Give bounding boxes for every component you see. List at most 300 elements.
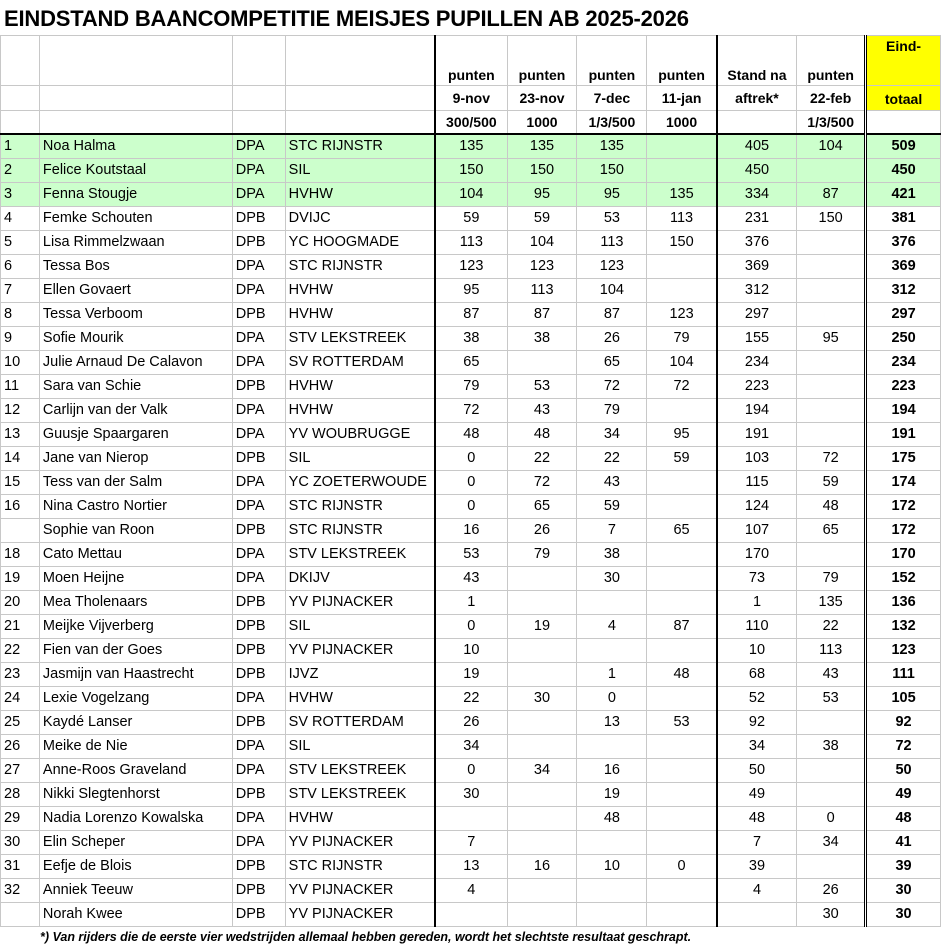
points-11jan-cell: 48 <box>647 663 717 687</box>
rider-name-cell: Elin Scheper <box>39 831 232 855</box>
points-22feb-cell: 48 <box>797 495 866 519</box>
header-points: 1000 <box>647 111 717 135</box>
rank-cell: 9 <box>1 327 40 351</box>
points-7dec-cell: 87 <box>577 303 647 327</box>
points-9nov-cell: 30 <box>435 783 507 807</box>
category-cell: DPA <box>232 279 285 303</box>
points-11jan-cell: 150 <box>647 231 717 255</box>
points-23nov-cell: 30 <box>507 687 577 711</box>
points-7dec-cell: 4 <box>577 615 647 639</box>
stand-after-deduction-cell: 49 <box>717 783 797 807</box>
points-11jan-cell <box>647 543 717 567</box>
points-7dec-cell: 0 <box>577 687 647 711</box>
points-11jan-cell: 87 <box>647 615 717 639</box>
points-11jan-cell: 65 <box>647 519 717 543</box>
rank-cell: 27 <box>1 759 40 783</box>
rider-name-cell: Noa Halma <box>39 134 232 159</box>
points-23nov-cell: 43 <box>507 399 577 423</box>
points-9nov-cell: 10 <box>435 639 507 663</box>
points-11jan-cell <box>647 159 717 183</box>
points-22feb-cell: 135 <box>797 591 866 615</box>
header-blank <box>1 86 40 111</box>
points-11jan-cell <box>647 591 717 615</box>
rider-name-cell: Jasmijn van Haastrecht <box>39 663 232 687</box>
points-9nov-cell: 104 <box>435 183 507 207</box>
stand-after-deduction-cell: 334 <box>717 183 797 207</box>
club-cell: STV LEKSTREEK <box>285 783 435 807</box>
points-22feb-cell <box>797 543 866 567</box>
points-7dec-cell <box>577 591 647 615</box>
points-23nov-cell: 72 <box>507 471 577 495</box>
points-9nov-cell: 135 <box>435 134 507 159</box>
category-cell: DPA <box>232 471 285 495</box>
rank-cell: 10 <box>1 351 40 375</box>
final-total-cell: 450 <box>866 159 941 183</box>
stand-after-deduction-cell: 124 <box>717 495 797 519</box>
points-22feb-cell: 53 <box>797 687 866 711</box>
club-cell: YC HOOGMADE <box>285 231 435 255</box>
table-row <box>1 903 941 927</box>
table-row <box>1 615 941 639</box>
rider-name-cell: Jane van Nierop <box>39 447 232 471</box>
club-cell: HVHW <box>285 687 435 711</box>
final-total-cell: 376 <box>866 231 941 255</box>
points-9nov-cell: 4 <box>435 879 507 903</box>
category-cell: DPB <box>232 447 285 471</box>
final-total-cell: 312 <box>866 279 941 303</box>
table-row <box>1 711 941 735</box>
stand-after-deduction-cell: 369 <box>717 255 797 279</box>
table-row <box>1 207 941 231</box>
points-23nov-cell: 26 <box>507 519 577 543</box>
footnote: *) Van rijders die de eerste vier wedstrijden allemaal hebben gereden, wordt het slechtste resultaat geschrapt. <box>40 930 692 944</box>
final-total-cell: 194 <box>866 399 941 423</box>
points-9nov-cell: 7 <box>435 831 507 855</box>
final-total-cell: 381 <box>866 207 941 231</box>
category-cell: DPB <box>232 855 285 879</box>
points-23nov-cell <box>507 591 577 615</box>
category-cell: DPA <box>232 567 285 591</box>
table-row <box>1 855 941 879</box>
points-11jan-cell: 79 <box>647 327 717 351</box>
club-cell: SV ROTTERDAM <box>285 351 435 375</box>
points-23nov-cell: 104 <box>507 231 577 255</box>
points-9nov-cell: 0 <box>435 759 507 783</box>
points-22feb-cell: 0 <box>797 807 866 831</box>
points-23nov-cell <box>507 903 577 927</box>
club-cell: SIL <box>285 615 435 639</box>
points-23nov-cell: 150 <box>507 159 577 183</box>
table-row <box>1 134 941 159</box>
points-23nov-cell: 59 <box>507 207 577 231</box>
rank-cell: 26 <box>1 735 40 759</box>
points-23nov-cell <box>507 735 577 759</box>
header-cell: punten <box>647 36 717 86</box>
rider-name-cell: Sophie van Roon <box>39 519 232 543</box>
points-22feb-cell: 104 <box>797 134 866 159</box>
table-row <box>1 687 941 711</box>
header-cell: punten <box>797 36 866 86</box>
points-9nov-cell: 79 <box>435 375 507 399</box>
points-7dec-cell: 26 <box>577 327 647 351</box>
points-9nov-cell: 1 <box>435 591 507 615</box>
table-row <box>1 543 941 567</box>
rider-name-cell: Tess van der Salm <box>39 471 232 495</box>
category-cell: DPA <box>232 735 285 759</box>
points-22feb-cell: 38 <box>797 735 866 759</box>
header-date: aftrek* <box>717 86 797 111</box>
rider-name-cell: Fenna Stougje <box>39 183 232 207</box>
rider-name-cell: Carlijn van der Valk <box>39 399 232 423</box>
final-total-cell: 175 <box>866 447 941 471</box>
stand-after-deduction-cell: 7 <box>717 831 797 855</box>
points-9nov-cell <box>435 807 507 831</box>
points-9nov-cell: 0 <box>435 447 507 471</box>
header-blank <box>285 36 435 86</box>
points-22feb-cell: 113 <box>797 639 866 663</box>
points-11jan-cell <box>647 783 717 807</box>
points-9nov-cell <box>435 903 507 927</box>
points-7dec-cell: 22 <box>577 447 647 471</box>
stand-after-deduction-cell: 312 <box>717 279 797 303</box>
rider-name-cell: Kaydé Lanser <box>39 711 232 735</box>
category-cell: DPB <box>232 375 285 399</box>
table-row <box>1 351 941 375</box>
rank-cell: 23 <box>1 663 40 687</box>
rank-cell: 2 <box>1 159 40 183</box>
category-cell: DPA <box>232 495 285 519</box>
points-7dec-cell <box>577 735 647 759</box>
category-cell: DPA <box>232 351 285 375</box>
points-11jan-cell <box>647 687 717 711</box>
points-9nov-cell: 0 <box>435 471 507 495</box>
points-22feb-cell: 30 <box>797 903 866 927</box>
header-date: 9-nov <box>435 86 507 111</box>
club-cell: HVHW <box>285 807 435 831</box>
rider-name-cell: Tessa Verboom <box>39 303 232 327</box>
header-blank <box>232 111 285 135</box>
rank-cell: 21 <box>1 615 40 639</box>
table-row <box>1 567 941 591</box>
points-11jan-cell: 123 <box>647 303 717 327</box>
points-9nov-cell: 48 <box>435 423 507 447</box>
category-cell: DPB <box>232 903 285 927</box>
points-22feb-cell: 43 <box>797 663 866 687</box>
points-23nov-cell: 135 <box>507 134 577 159</box>
final-total-cell: 234 <box>866 351 941 375</box>
rank-cell: 4 <box>1 207 40 231</box>
club-cell: HVHW <box>285 399 435 423</box>
rank-cell: 12 <box>1 399 40 423</box>
points-7dec-cell: 65 <box>577 351 647 375</box>
points-7dec-cell: 72 <box>577 375 647 399</box>
rank-cell: 25 <box>1 711 40 735</box>
rider-name-cell: Eefje de Blois <box>39 855 232 879</box>
club-cell: SIL <box>285 447 435 471</box>
points-22feb-cell: 59 <box>797 471 866 495</box>
points-11jan-cell: 72 <box>647 375 717 399</box>
points-11jan-cell <box>647 279 717 303</box>
points-22feb-cell: 150 <box>797 207 866 231</box>
table-row <box>1 375 941 399</box>
points-22feb-cell: 34 <box>797 831 866 855</box>
points-23nov-cell: 53 <box>507 375 577 399</box>
category-cell: DPA <box>232 255 285 279</box>
points-11jan-cell <box>647 735 717 759</box>
category-cell: DPA <box>232 399 285 423</box>
points-7dec-cell: 123 <box>577 255 647 279</box>
points-11jan-cell: 113 <box>647 207 717 231</box>
table-row <box>1 735 941 759</box>
table-row <box>1 783 941 807</box>
rank-cell: 7 <box>1 279 40 303</box>
header-date: 23-nov <box>507 86 577 111</box>
header-points: 300/500 <box>435 111 507 135</box>
points-23nov-cell: 16 <box>507 855 577 879</box>
points-22feb-cell <box>797 375 866 399</box>
final-total-cell: 41 <box>866 831 941 855</box>
stand-after-deduction-cell: 450 <box>717 159 797 183</box>
points-7dec-cell: 19 <box>577 783 647 807</box>
points-7dec-cell: 30 <box>577 567 647 591</box>
stand-after-deduction-cell: 39 <box>717 855 797 879</box>
category-cell: DPA <box>232 327 285 351</box>
points-9nov-cell: 113 <box>435 231 507 255</box>
points-9nov-cell: 65 <box>435 351 507 375</box>
final-total-cell: 30 <box>866 879 941 903</box>
header-points <box>866 111 941 135</box>
stand-after-deduction-cell: 52 <box>717 687 797 711</box>
points-9nov-cell: 59 <box>435 207 507 231</box>
table-row <box>1 303 941 327</box>
points-9nov-cell: 26 <box>435 711 507 735</box>
final-total-cell: 30 <box>866 903 941 927</box>
points-22feb-cell: 79 <box>797 567 866 591</box>
category-cell: DPA <box>232 543 285 567</box>
stand-after-deduction-cell: 191 <box>717 423 797 447</box>
stand-after-deduction-cell: 92 <box>717 711 797 735</box>
points-9nov-cell: 38 <box>435 327 507 351</box>
stand-after-deduction-cell: 107 <box>717 519 797 543</box>
table-row <box>1 759 941 783</box>
points-23nov-cell <box>507 639 577 663</box>
page-title: EINDSTAND BAANCOMPETITIE MEISJES PUPILLEN AB 2025-2026 <box>4 6 689 31</box>
club-cell: STV LEKSTREEK <box>285 759 435 783</box>
club-cell: YV PIJNACKER <box>285 639 435 663</box>
points-23nov-cell: 95 <box>507 183 577 207</box>
stand-after-deduction-cell: 110 <box>717 615 797 639</box>
points-11jan-cell: 95 <box>647 423 717 447</box>
rank-cell: 15 <box>1 471 40 495</box>
table-row <box>1 807 941 831</box>
club-cell: SV ROTTERDAM <box>285 711 435 735</box>
table-row <box>1 663 941 687</box>
category-cell: DPB <box>232 783 285 807</box>
final-total-cell: 509 <box>866 134 941 159</box>
club-cell: STV LEKSTREEK <box>285 543 435 567</box>
club-cell: SIL <box>285 159 435 183</box>
final-total-cell: 48 <box>866 807 941 831</box>
rider-name-cell: Sara van Schie <box>39 375 232 399</box>
final-total-cell: 152 <box>866 567 941 591</box>
header-date: 22-feb <box>797 86 866 111</box>
points-23nov-cell: 48 <box>507 423 577 447</box>
category-cell: DPB <box>232 879 285 903</box>
points-22feb-cell: 65 <box>797 519 866 543</box>
header-blank <box>232 86 285 111</box>
rank-cell: 13 <box>1 423 40 447</box>
table-row <box>1 423 941 447</box>
points-23nov-cell <box>507 879 577 903</box>
rank-cell: 5 <box>1 231 40 255</box>
rider-name-cell: Ellen Govaert <box>39 279 232 303</box>
final-total-cell: 92 <box>866 711 941 735</box>
header-cell: Stand na <box>717 36 797 86</box>
club-cell: YV PIJNACKER <box>285 831 435 855</box>
points-11jan-cell <box>647 255 717 279</box>
club-cell: YV PIJNACKER <box>285 879 435 903</box>
header-blank <box>285 111 435 135</box>
stand-after-deduction-cell <box>717 903 797 927</box>
rank-cell: 20 <box>1 591 40 615</box>
points-22feb-cell <box>797 399 866 423</box>
header-cell: punten <box>435 36 507 86</box>
points-22feb-cell <box>797 783 866 807</box>
stand-after-deduction-cell: 223 <box>717 375 797 399</box>
points-23nov-cell: 123 <box>507 255 577 279</box>
points-7dec-cell: 1 <box>577 663 647 687</box>
points-23nov-cell: 38 <box>507 327 577 351</box>
points-22feb-cell: 26 <box>797 879 866 903</box>
points-22feb-cell <box>797 423 866 447</box>
rider-name-cell: Anne-Roos Graveland <box>39 759 232 783</box>
rider-name-cell: Nikki Slegtenhorst <box>39 783 232 807</box>
category-cell: DPB <box>232 591 285 615</box>
points-9nov-cell: 0 <box>435 495 507 519</box>
points-9nov-cell: 13 <box>435 855 507 879</box>
points-11jan-cell <box>647 759 717 783</box>
points-9nov-cell: 22 <box>435 687 507 711</box>
table-row <box>1 183 941 207</box>
header-blank <box>39 86 232 111</box>
table-row <box>1 279 941 303</box>
rank-cell: 8 <box>1 303 40 327</box>
header-points: 1/3/500 <box>797 111 866 135</box>
header-cell: punten <box>507 36 577 86</box>
points-11jan-cell <box>647 831 717 855</box>
category-cell: DPA <box>232 159 285 183</box>
final-total-cell: 49 <box>866 783 941 807</box>
table-row <box>1 519 941 543</box>
points-7dec-cell: 104 <box>577 279 647 303</box>
table-row <box>1 591 941 615</box>
points-7dec-cell: 13 <box>577 711 647 735</box>
points-23nov-cell: 22 <box>507 447 577 471</box>
club-cell: DVIJC <box>285 207 435 231</box>
points-22feb-cell: 22 <box>797 615 866 639</box>
table-row <box>1 471 941 495</box>
category-cell: DPB <box>232 519 285 543</box>
header-blank <box>1 36 40 86</box>
final-total-cell: 170 <box>866 543 941 567</box>
points-11jan-cell: 53 <box>647 711 717 735</box>
category-cell: DPA <box>232 183 285 207</box>
rank-cell: 28 <box>1 783 40 807</box>
rank-cell: 18 <box>1 543 40 567</box>
final-total-cell: 72 <box>866 735 941 759</box>
points-7dec-cell: 48 <box>577 807 647 831</box>
stand-after-deduction-cell: 4 <box>717 879 797 903</box>
points-23nov-cell <box>507 831 577 855</box>
category-cell: DPA <box>232 423 285 447</box>
stand-after-deduction-cell: 297 <box>717 303 797 327</box>
rider-name-cell: Meijke Vijverberg <box>39 615 232 639</box>
points-7dec-cell: 53 <box>577 207 647 231</box>
club-cell: HVHW <box>285 183 435 207</box>
points-23nov-cell: 113 <box>507 279 577 303</box>
stand-after-deduction-cell: 73 <box>717 567 797 591</box>
rider-name-cell: Cato Mettau <box>39 543 232 567</box>
category-cell: DPA <box>232 134 285 159</box>
table-row <box>1 639 941 663</box>
club-cell: HVHW <box>285 303 435 327</box>
points-9nov-cell: 95 <box>435 279 507 303</box>
rider-name-cell: Julie Arnaud De Calavon <box>39 351 232 375</box>
points-11jan-cell: 0 <box>647 855 717 879</box>
rank-cell: 31 <box>1 855 40 879</box>
rank-cell: 1 <box>1 134 40 159</box>
header-row-2 <box>1 86 941 111</box>
header-row-3 <box>1 111 941 135</box>
points-7dec-cell: 79 <box>577 399 647 423</box>
points-9nov-cell: 123 <box>435 255 507 279</box>
points-22feb-cell <box>797 711 866 735</box>
points-23nov-cell: 87 <box>507 303 577 327</box>
points-7dec-cell <box>577 879 647 903</box>
header-blank <box>285 86 435 111</box>
header-blank <box>39 36 232 86</box>
category-cell: DPB <box>232 231 285 255</box>
standings-table <box>0 35 941 927</box>
stand-after-deduction-cell: 1 <box>717 591 797 615</box>
points-11jan-cell <box>647 879 717 903</box>
points-11jan-cell <box>647 399 717 423</box>
stand-after-deduction-cell: 34 <box>717 735 797 759</box>
points-11jan-cell: 59 <box>647 447 717 471</box>
header-date: 11-jan <box>647 86 717 111</box>
points-23nov-cell <box>507 783 577 807</box>
points-7dec-cell: 135 <box>577 134 647 159</box>
rider-name-cell: Guusje Spaargaren <box>39 423 232 447</box>
stand-after-deduction-cell: 194 <box>717 399 797 423</box>
points-7dec-cell: 16 <box>577 759 647 783</box>
club-cell: HVHW <box>285 279 435 303</box>
points-22feb-cell: 87 <box>797 183 866 207</box>
club-cell: STC RIJNSTR <box>285 134 435 159</box>
rider-name-cell: Norah Kwee <box>39 903 232 927</box>
points-7dec-cell: 34 <box>577 423 647 447</box>
final-total-cell: 250 <box>866 327 941 351</box>
rider-name-cell: Nina Castro Nortier <box>39 495 232 519</box>
final-total-cell: 297 <box>866 303 941 327</box>
header-points <box>717 111 797 135</box>
stand-after-deduction-cell: 405 <box>717 134 797 159</box>
points-9nov-cell: 19 <box>435 663 507 687</box>
table-row <box>1 327 941 351</box>
club-cell: STV LEKSTREEK <box>285 327 435 351</box>
club-cell: STC RIJNSTR <box>285 255 435 279</box>
header-points: 1000 <box>507 111 577 135</box>
